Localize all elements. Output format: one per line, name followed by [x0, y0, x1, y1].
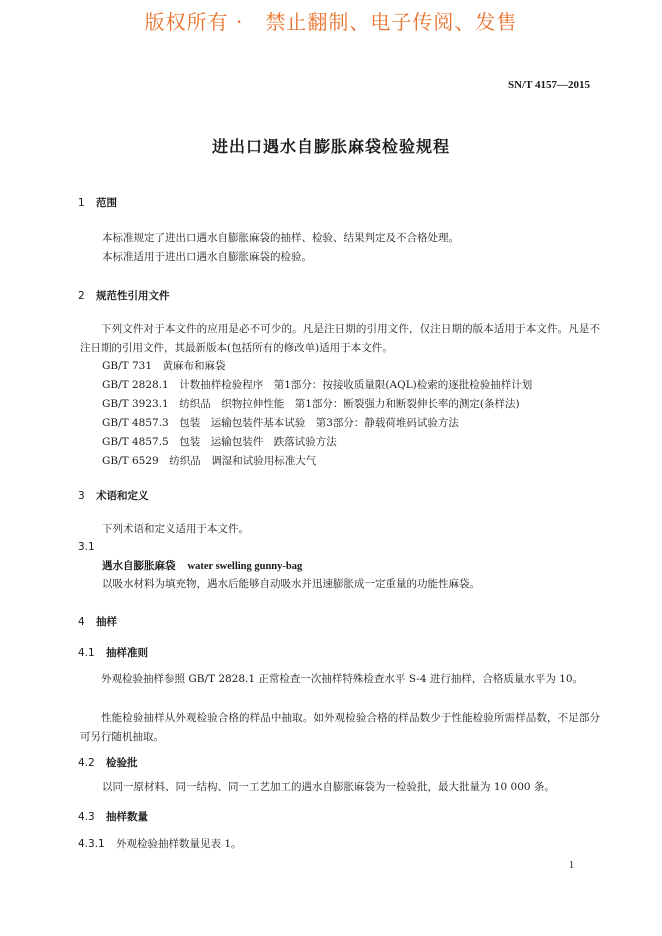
section-4-2-heading: 4.2 检验批: [78, 757, 138, 769]
standard-number: SN/T 4157—2015: [507, 79, 590, 91]
term-3-1-title: [102, 557, 302, 576]
term-3-1-definition: 以吸水材料为填充物，遇水后能够自动吸水并迅速膨胀成一定重量的功能性麻袋。: [102, 578, 480, 590]
reference-item: GB/T 731 黄麻布和麻袋: [102, 360, 226, 372]
copyright-watermark: [0, 6, 662, 35]
reference-item: GB/T 4857.5 包装 运输包装件 跌落试验方法: [102, 436, 337, 448]
section-2-intro: 下列文件对于本文件的应用是必不可少的。凡是注日期的引用文件，仅注日期的版本适用于本文件。凡是不注日期的引用文件，其最新版本(包括所有的修改单)适用于本文件。: [80, 323, 600, 354]
section-2-heading: 2 规范性引用文件: [78, 290, 170, 302]
reference-item: GB/T 3923.1 纺织品 织物拉伸性能 第1部分：断裂强力和断裂伸长率的测定(条样法): [102, 398, 520, 410]
document-title: 进出口遇水自膨胀麻袋检验规程: [211, 137, 450, 156]
reference-item: GB/T 4857.3 包装 运输包装件基本试验 第3部分：静载荷堆码试验方法: [102, 417, 459, 429]
section-4-1-paragraph-2: 性能检验抽样从外观检验合格的样品中抽取。如外观检验合格的样品数少于性能检验所需样品数，不足部分可另行随机抽取。: [80, 712, 600, 743]
term-3-1-number: 3.1: [78, 541, 95, 553]
section-3-heading: 3 术语和定义: [78, 490, 149, 502]
term-english: water swelling gunny-bag: [187, 561, 303, 572]
section-1-paragraph-2: 本标准适用于进出口遇水自膨胀麻袋的检验。: [102, 251, 312, 263]
section-3-intro: 下列术语和定义适用于本文件。: [102, 523, 249, 535]
section-4-heading: 4 抽样: [78, 616, 117, 628]
term-chinese: 遇水自膨胀麻袋: [102, 560, 176, 572]
reference-item: GB/T 6529 纺织品 调湿和试验用标准大气: [102, 455, 317, 467]
page-number: 1: [569, 860, 574, 871]
watermark-right: 禁止翻制、电子传阅、发售: [265, 10, 518, 34]
section-1-heading: 1 范围: [78, 197, 117, 209]
watermark-left: 版权所有 ·: [144, 10, 244, 34]
section-4-2-paragraph: 以同一原材料、同一结构、同一工艺加工的遇水自膨胀麻袋为一检验批，最大批量为 10 000 条。: [102, 781, 555, 793]
section-4-1-heading: 4.1 抽样准则: [78, 647, 148, 659]
section-1-paragraph-1: 本标准规定了进出口遇水自膨胀麻袋的抽样、检验、结果判定及不合格处理。: [102, 232, 459, 244]
section-4-1-paragraph-1: 外观检验抽样参照 GB/T 2828.1 正常检查一次抽样特殊检查水平 S-4 进行抽样，合格质量水平为 10。: [101, 673, 584, 685]
reference-item: GB/T 2828.1 计数抽样检验程序 第1部分：按接收质量限(AQL)检索的逐批检验抽样计划: [102, 379, 533, 391]
section-4-3-1-line: 4.3.1 外观检验抽样数量见表 1。: [78, 838, 242, 850]
section-4-3-heading: 4.3 抽样数量: [78, 811, 148, 823]
